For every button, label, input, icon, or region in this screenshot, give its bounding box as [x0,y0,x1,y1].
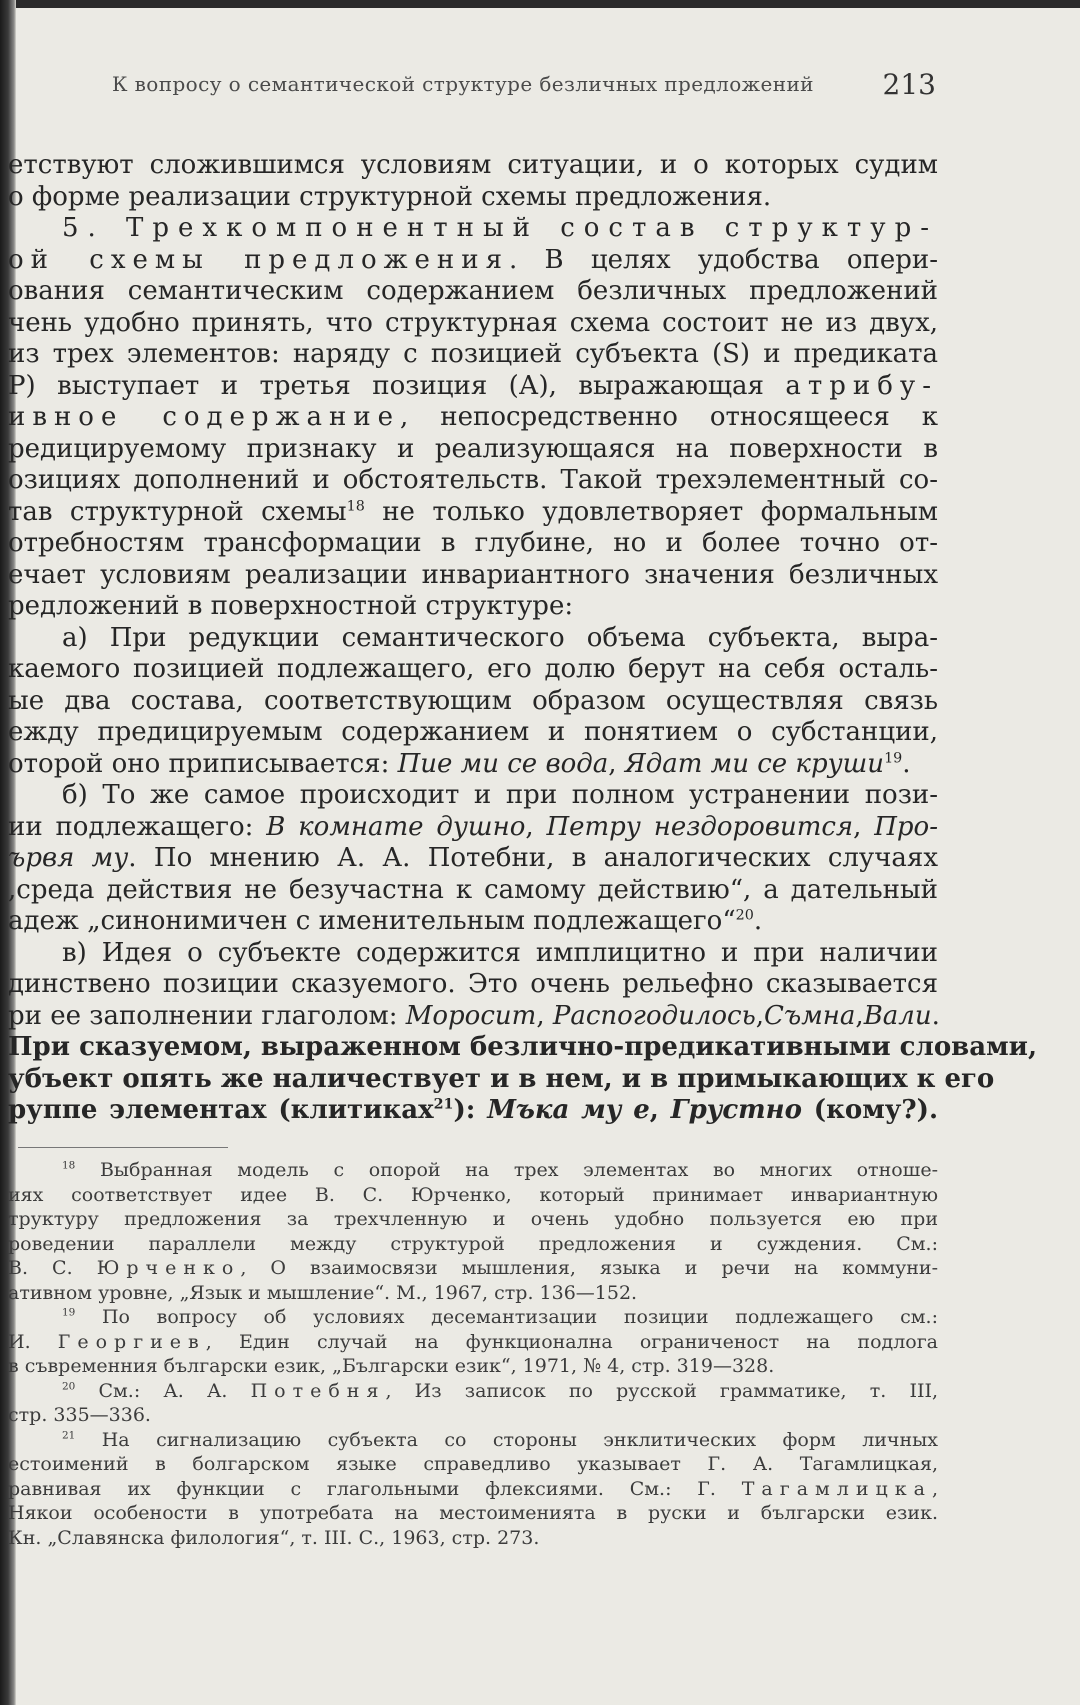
text-run: стр. 335—336. [8,1404,151,1426]
text-run: . По мнению А. А. Потебни, в аналогических случаях [128,843,938,873]
text-run: ативном уровне, „Язык и мышление“. М., 1967, стр. 136—152. [8,1281,638,1304]
text-line [8,276,938,308]
text-run: иях соответствует идее В. С. Юрченко, который принимает инвариантную [8,1183,938,1206]
text-line [8,339,938,371]
text-line [8,749,938,781]
spaced-text: Тагамлицка [741,1477,932,1500]
text-run: , Из записок по русской грамматике, т. III, [385,1379,938,1402]
text-run: труктуру предложения за трехчленную и очень удобно пользуется ею при [8,1208,938,1230]
footnote-line [8,1158,938,1183]
text-run: , [931,1477,938,1500]
text-run: отребностям трансформации в глубине, но и более точно от- [8,528,938,558]
footnote-separator [18,1147,228,1148]
text-run: убъект опять же наличествует и в нем, и в примыкающих к его [8,1063,995,1094]
text-run: , непосредственно относящееся к [400,402,938,432]
footnote-line [8,1501,938,1526]
text-run: о форме реализации структурной схемы предложения. [8,181,772,212]
text-line [8,654,938,686]
example-italic: Моросит [405,1000,537,1031]
text-run: , [608,748,625,779]
text-run: . [902,748,911,779]
footnote-line [8,1281,938,1306]
text-line [8,938,938,970]
text-run: ,среда действия не безучастна к самому действию“, а дательный [8,874,938,905]
example-italic: Съмна [764,1000,856,1031]
page-top-edge [0,0,1080,8]
footnote-line [8,1256,938,1281]
text-run: редложений в поверхностной структуре: [8,591,574,621]
spaced-text: Юрченко [96,1257,241,1279]
text-run: равнивая их функции с глагольными флексиями. См.: Г. [8,1477,742,1500]
text-run: ования семантическим содержанием безличных предложений [8,276,938,306]
text-run: естоимений в болгарском языке справедливо указывает Г. А. Тагамлицкая, [8,1453,938,1475]
footnote-marker: 20 [62,1380,76,1393]
text-line [8,591,938,623]
text-line [8,1001,938,1033]
text-run: , [853,811,875,842]
footnote-line [8,1207,938,1232]
text-run: По вопросу об условиях десемантизации позиции подлежащего см.: [75,1306,938,1328]
text-line [8,623,938,655]
footnote-marker: 19 [62,1306,76,1319]
text-run: не только удовлетворяет формальным [364,496,938,527]
text-line [8,308,938,340]
text-run: В. С. [8,1257,97,1279]
text-line [8,434,938,466]
text-run: озициях дополнений и обстоятельств. Такой трехэлементный со- [8,465,938,495]
text-run: На сигнализацию субъекта со стороны энклитических форм личных [75,1428,938,1451]
text-run: , Един случай на функционална ограниченост на подлога [205,1330,938,1353]
spaced-text: Потебня [250,1379,386,1402]
footnote-marker: 21 [62,1429,76,1442]
text-line [8,371,938,403]
text-run: етствуют сложившимся условиям ситуации, и о которых судим [8,150,938,180]
example-italic: Вали [863,1000,932,1031]
example-italic: Мъка му е [487,1095,650,1125]
text-line [8,150,938,182]
text-line [8,812,938,844]
text-run: ежду предицируемым содержанием и понятием о субстанции, [8,717,938,747]
text-line [8,245,938,277]
text-run: роведении параллели между структурой предложения и суждения. См.: [8,1232,938,1255]
footnote-marker: 18 [62,1159,76,1172]
text-run: редицируемому признаку и реализующаяся на поверхности в [8,433,938,464]
footnote-line [8,1305,938,1330]
text-run: 5. Трехкомпонентный состав структур- [62,213,938,243]
text-run: . [753,906,763,936]
text-line [8,497,938,529]
text-run: из трех элементов: наряду с позицией субъекта (S) и предиката [8,339,938,369]
example-italic: Петру нездоровится [546,811,854,842]
text-line [8,686,938,718]
text-run: ри ее заполнении глаголом: [8,1000,406,1031]
text-run: в) Идея о субъекте содержится имплицитно и при наличии [62,937,938,968]
text-run: См.: А. А. [75,1379,251,1402]
text-run: каемого позицией подлежащего, его долю берут на себя осталь- [8,654,938,684]
text-run: б) То же самое происходит и при полном устранении пози- [62,780,938,810]
footnote-line [8,1354,938,1379]
text-run: , [649,1095,671,1125]
text-run: ые два состава, соответствующим образом осуществляя связь [8,685,938,716]
text-line [8,182,938,214]
text-run: адеж „синонимичен с именительным подлежащего“ [8,906,736,936]
text-line [8,465,938,497]
text-line [8,875,938,907]
text-run: , [536,1000,553,1031]
text-run: И. [8,1330,58,1353]
text-run: ): [453,1095,488,1125]
footnote-line [8,1526,938,1551]
footnote-marker: 19 [884,749,903,766]
text-run: тав структурной схемы [8,496,347,527]
text-run: При сказуемом, выраженном безлично-предикативными словами, [8,1032,1037,1062]
page-header [112,68,944,108]
example-italic: Грустно [670,1095,802,1125]
text-line [8,906,938,938]
text-line [8,402,938,434]
text-run: а) При редукции семантического объема субъекта, выра- [62,622,938,653]
text-run: , [755,1000,765,1031]
footnote-marker: 20 [735,907,754,924]
text-line [8,780,938,812]
text-run: оторой оно приписывается: [8,748,398,779]
text-line [8,213,938,245]
text-run: динствено позиции сказуемого. Это очень рельефно сказывается [8,969,938,999]
example-italic: Про- [874,811,938,842]
footnote-line [8,1477,938,1502]
text-run: Някои особености в употребата на местоименията в руски и български език. [8,1502,938,1524]
running-title: К вопросу о семантической структуре безличных предложений [112,72,814,96]
example-italic: Ядат ми се круши [624,748,885,779]
text-line [8,843,938,875]
text-line [8,1063,995,1096]
footnote-line [8,1232,938,1257]
text-run: , О взаимосвязи мышления, языка и речи на коммуни- [240,1257,938,1279]
text-run: . [931,1000,940,1031]
spaced-text: Георгиев [57,1330,206,1353]
footnote-line [8,1379,938,1404]
text-line [8,969,938,1001]
text-line [8,1032,1037,1064]
text-run: Кн. „Славянска филология“, т. III. С., 1963, стр. 273. [8,1526,540,1549]
text-run: Р) выступает и третья позиция (А), выражающая [8,370,786,401]
main-text [8,150,1037,1127]
footnote-line [8,1183,938,1208]
text-run: Выбранная модель с опорой на трех элементах во многих отноше- [75,1159,938,1181]
text-run: ии подлежащего: [8,811,267,842]
text-run: (кому?). [801,1095,939,1125]
text-run: ечает условиям реализации инвариантного значения безличных [8,559,938,590]
footnote-line [8,1428,938,1453]
footnote-line [8,1452,938,1477]
text-line [8,1095,938,1127]
footnote-marker: 21 [433,1096,454,1113]
example-italic: ървя му [8,843,129,873]
spaced-text: атрибу- [785,370,938,401]
text-run: в съвременния български език, „Български език“, 1971, № 4, стр. 319—328. [8,1355,775,1377]
footnote-line [8,1330,938,1355]
text-run: руппе элементах (клитиках [8,1095,434,1125]
spaced-text: ой схемы предложения [8,244,509,275]
text-line [8,528,938,560]
footnotes [8,1158,938,1550]
example-italic: Пие ми се вода [397,748,609,779]
text-run: , [855,1000,864,1031]
page-number: 213 [882,68,936,101]
footnote-marker: 18 [346,497,365,514]
text-run: , [525,811,547,842]
text-line [8,560,938,592]
example-italic: Распогодилось [552,1000,756,1031]
footnote-line [8,1403,938,1428]
example-italic: В комнате душно [266,811,526,842]
text-run: чень удобно принять, что структурная схема состоит не из двух, [8,307,938,338]
text-run: . В целях удобства опери- [508,244,938,275]
spaced-text: ивное содержание [8,402,401,432]
text-line [8,717,938,749]
